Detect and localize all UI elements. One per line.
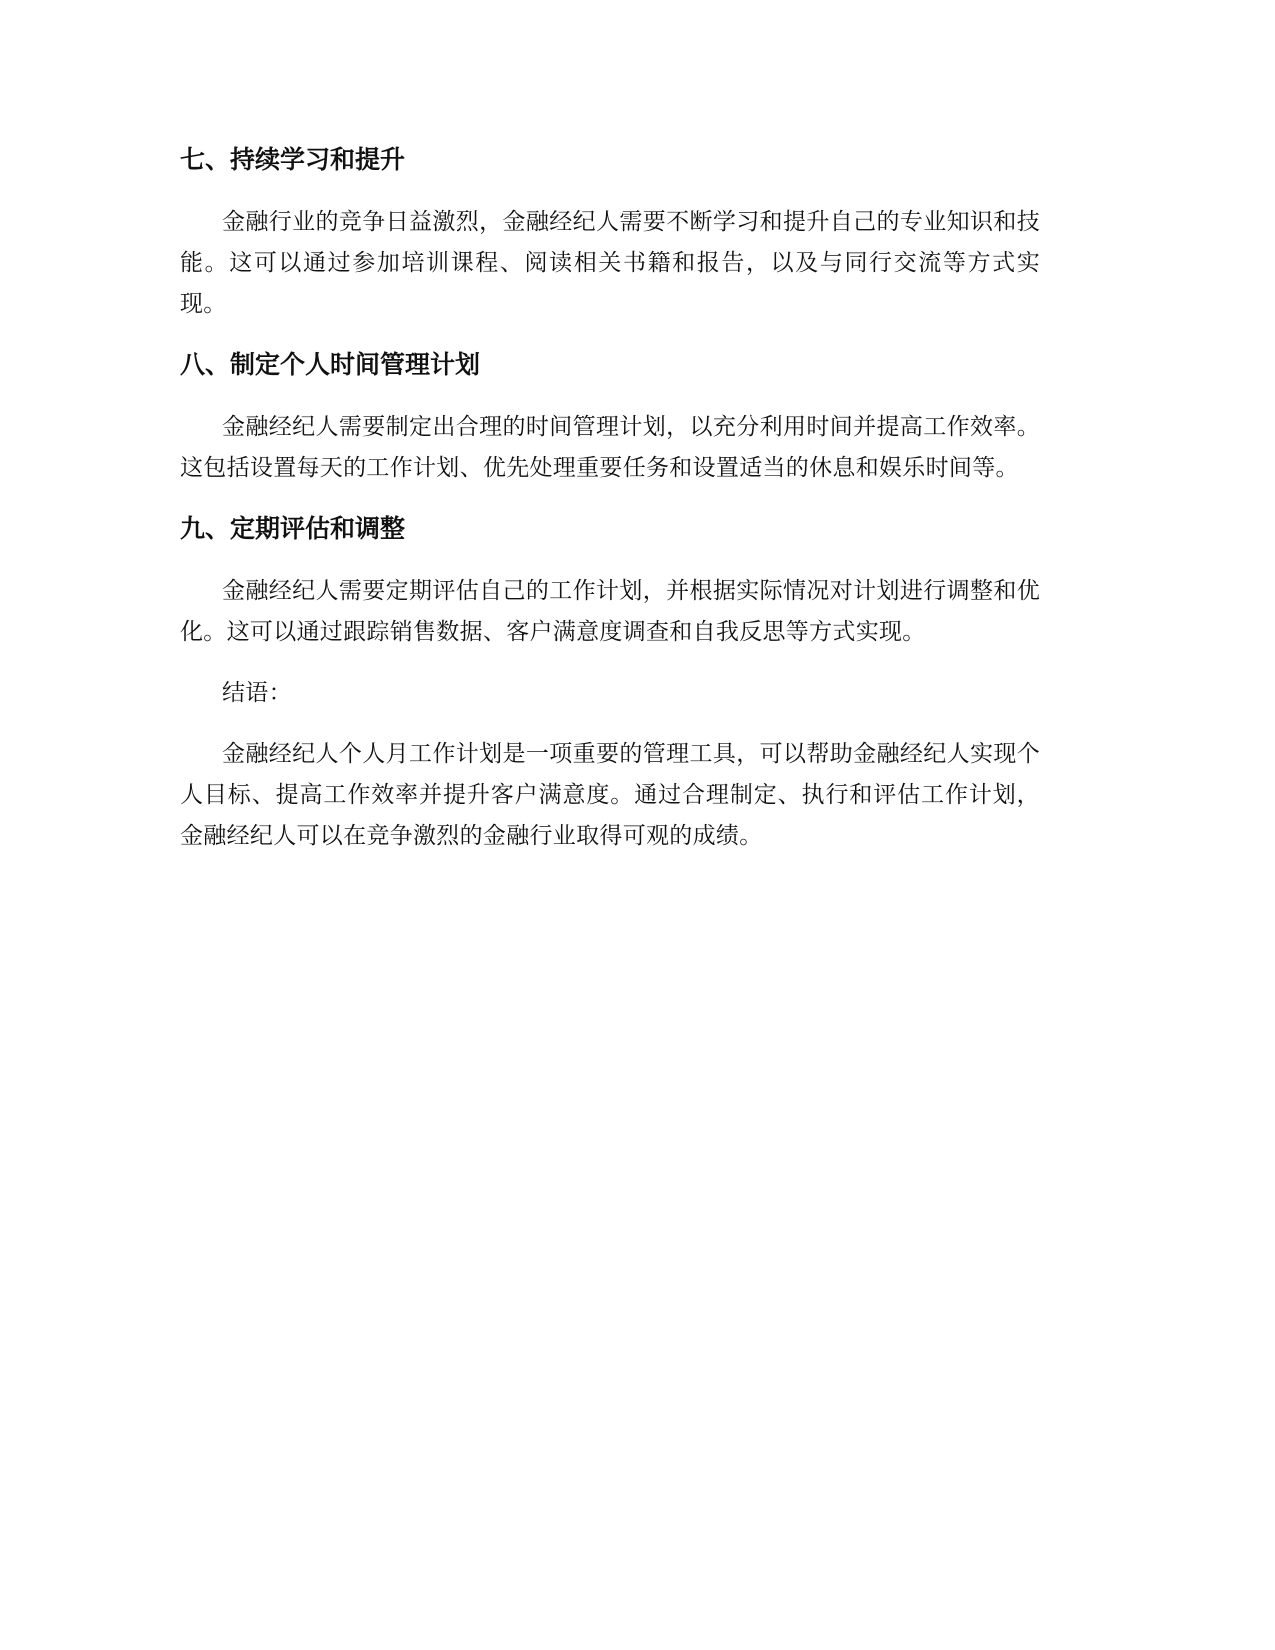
section-8-heading: 八、制定个人时间管理计划	[180, 350, 481, 379]
section-9-heading: 九、定期评估和调整	[180, 514, 406, 543]
section-8-paragraph: 金融经纪人需要制定出合理的时间管理计划，以充分利用时间并提高工作效率。这包括设置每天的工作计划、优先处理重要任务和设置适当的休息和娱乐时间等。	[180, 414, 1040, 481]
section-7-paragraph: 金融行业的竞争日益激烈，金融经纪人需要不断学习和提升自己的专业知识和技能。这可以通过参加培训课程、阅读相关书籍和报告，以及与同行交流等方式实现。	[180, 209, 1040, 317]
section-9-paragraph: 金融经纪人需要定期评估自己的工作计划，并根据实际情况对计划进行调整和优化。这可以通过跟踪销售数据、客户满意度调查和自我反思等方式实现。	[180, 578, 1040, 645]
conclusion-label: 结语：	[222, 680, 292, 706]
document-page	[180, 140, 1040, 857]
conclusion-paragraph: 金融经纪人个人月工作计划是一项重要的管理工具，可以帮助金融经纪人实现个人目标、提高工作效率并提升客户满意度。通过合理制定、执行和评估工作计划，金融经纪人可以在竞争激烈的金融行业取得可观的成绩。	[180, 741, 1040, 849]
section-7-heading: 七、持续学习和提升	[180, 145, 406, 174]
